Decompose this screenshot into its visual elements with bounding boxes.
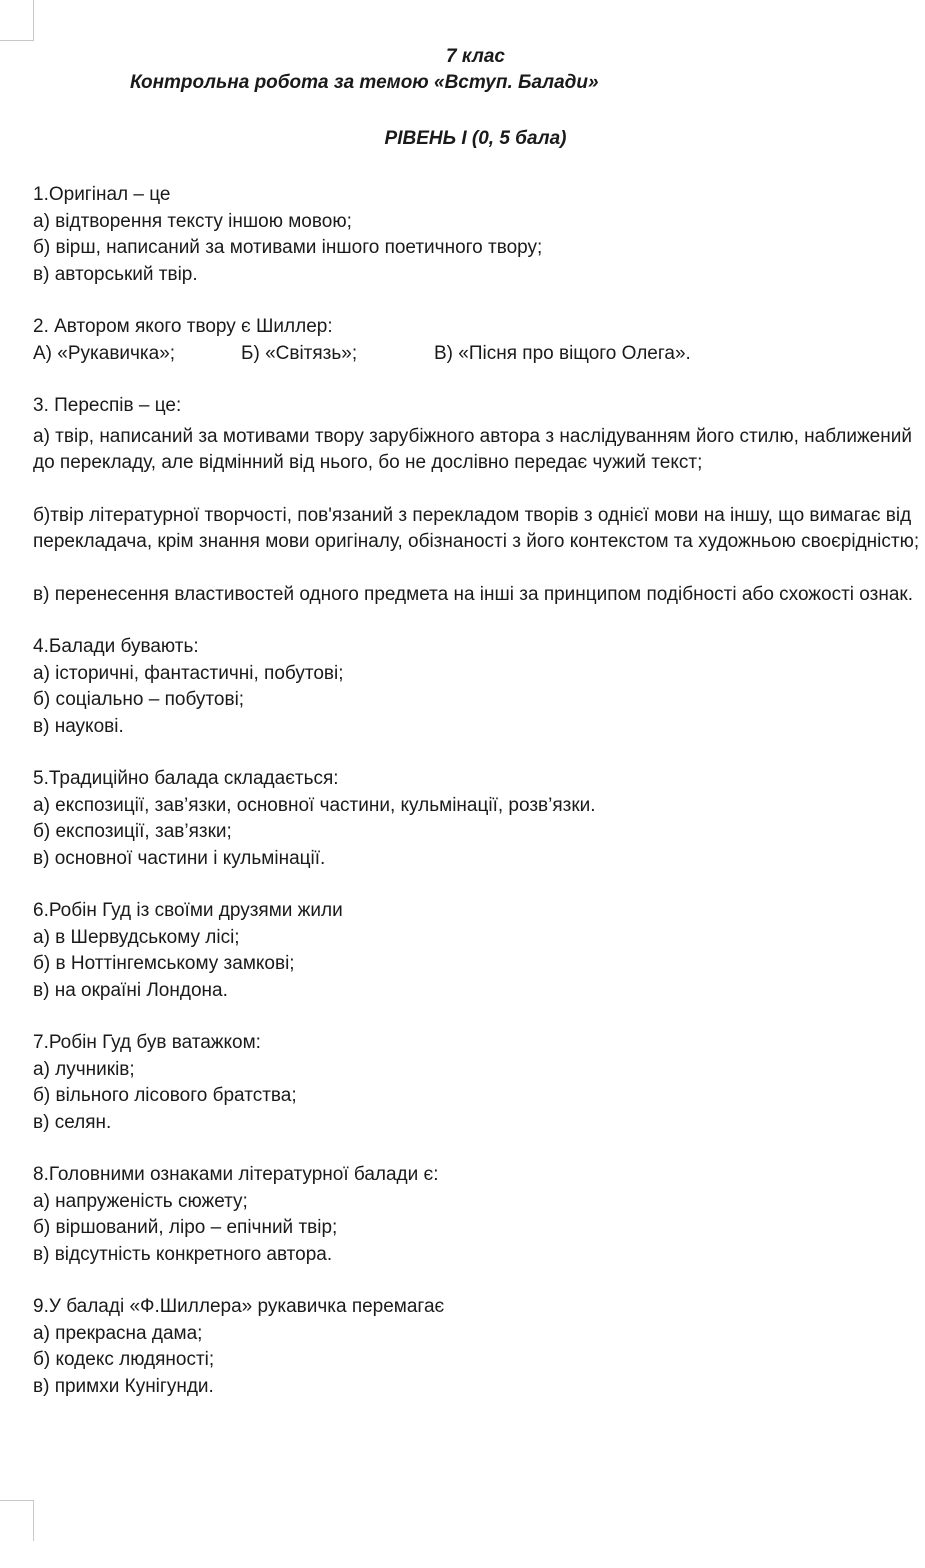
answer-option: а) напруженість сюжету;	[33, 1190, 248, 1212]
answer-option: б) вільного лісового братства;	[33, 1085, 297, 1106]
question-7	[33, 1030, 918, 1136]
answer-option: б) віршований, ліро – епічний твір;	[33, 1217, 338, 1238]
document-page	[33, 44, 918, 1426]
crop-mark-bottom	[0, 1500, 34, 1541]
answer-option: а) прекрасна дама;	[33, 1322, 203, 1344]
question-3	[33, 393, 918, 608]
grade-heading: 7 клас	[446, 46, 505, 67]
answer-option: в) наукові.	[33, 715, 124, 737]
answer-option: а) експозиції, зав’язки, основної частини, кульмінації, розв’язки.	[33, 794, 596, 816]
answer-options-row	[33, 341, 918, 368]
answer-option: б)твір літературної творчості, пов'язаний з перекладом творів з однієї мови на іншу, що вимагає від перекладача, крім знання мови оригіналу, обізнаності з його контекстом та художньою своєрідністю;	[33, 504, 920, 552]
answer-option: а) історичні, фантастичні, побутові;	[33, 662, 344, 684]
answer-option: б) в Ноттінгемському замкові;	[33, 953, 295, 974]
question-4	[33, 634, 918, 740]
answer-option: А) «Рукавичка»;	[33, 342, 176, 364]
answer-option: а) в Шервудському лісі;	[33, 926, 240, 948]
question-text: 4.Балади бувають:	[33, 636, 199, 657]
question-9	[33, 1294, 918, 1400]
answer-option: в) основної частини і кульмінації.	[33, 847, 326, 869]
answer-option: Б) «Світязь»;	[241, 342, 358, 364]
answer-option: В) «Пісня про віщого Олега».	[434, 342, 691, 364]
answer-option: в) перенесення властивостей одного предмета на інші за принципом подібності або схожості ознак.	[33, 583, 913, 605]
answer-option: а) лучників;	[33, 1058, 135, 1080]
question-text: 5.Традиційно балада складається:	[33, 768, 339, 789]
question-text: 1.Оригінал – це	[33, 184, 171, 205]
question-8	[33, 1162, 918, 1268]
answer-option: б) кодекс людяності;	[33, 1349, 215, 1370]
question-text: 9.У баладі «Ф.Шиллера» рукавичка перемагає	[33, 1296, 445, 1317]
answer-option: в) селян.	[33, 1111, 112, 1133]
answer-option: а) твір, написаний за мотивами твору зарубіжного автора з наслідуванням його стилю, наближений до перекладу, але відмінний від нього, бо не дослівно передає чужий текст;	[33, 425, 912, 473]
level-heading: РІВЕНЬ І (0, 5 бала)	[384, 128, 567, 149]
test-title: Контрольна робота за темою «Вступ. Балади»	[130, 72, 599, 93]
question-text: 6.Робін Гуд із своїми друзями жили	[33, 900, 343, 921]
crop-mark-top	[0, 0, 34, 41]
answer-option: в) примхи Кунігунди.	[33, 1375, 214, 1397]
question-text: 8.Головними ознаками літературної балади є:	[33, 1164, 439, 1185]
answer-option: в) авторський твір.	[33, 263, 198, 285]
question-text: 2. Автором якого твору є Шиллер:	[33, 316, 333, 337]
answer-option: б) соціально – побутові;	[33, 689, 245, 710]
answer-option: в) відсутність конкретного автора.	[33, 1243, 333, 1265]
question-5	[33, 766, 918, 872]
question-6	[33, 898, 918, 1004]
question-text: 7.Робін Гуд був ватажком:	[33, 1032, 261, 1053]
answer-option: б) експозиції, зав’язки;	[33, 821, 232, 842]
question-text: 3. Переспів – це:	[33, 395, 182, 416]
question-2	[33, 314, 918, 367]
answer-option: в) на окраїні Лондона.	[33, 979, 228, 1001]
answer-option: б) вірш, написаний за мотивами іншого поетичного твору;	[33, 237, 543, 258]
answer-option: а) відтворення тексту іншою мовою;	[33, 210, 352, 232]
question-1	[33, 182, 918, 288]
